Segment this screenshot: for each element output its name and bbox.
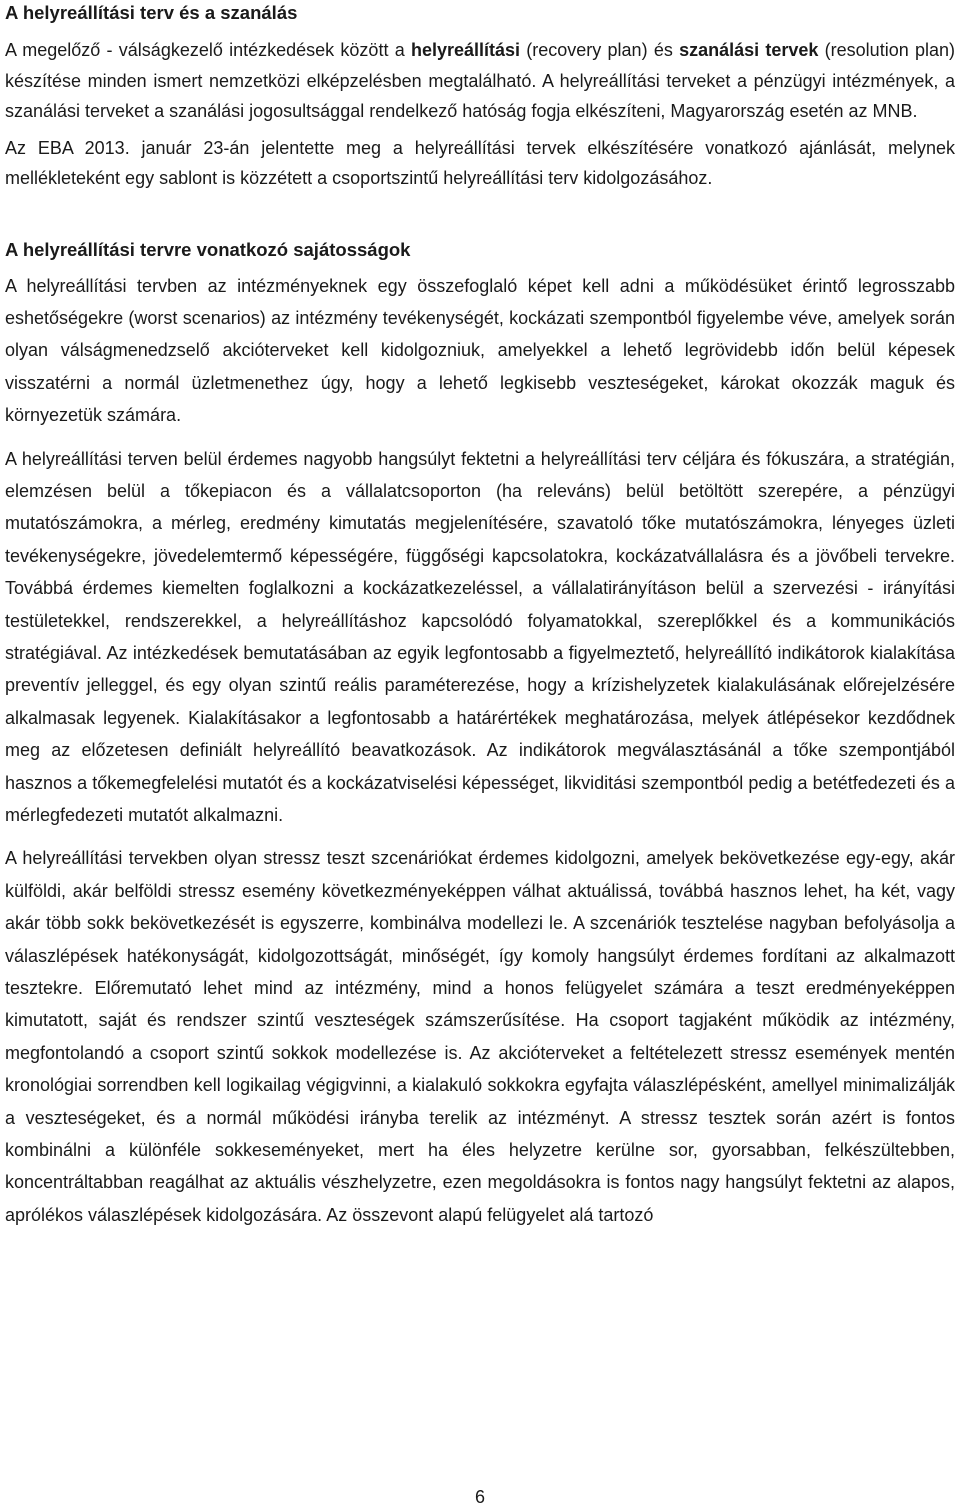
section-spacer (5, 194, 955, 239)
paragraph-worst-scenarios: A helyreállítási tervben az intézményeknek egy összefoglaló képet kell adni a működésüket érintő legrosszabb eshetőségekre (worst scenarios) az intézmény tevékenységét, kockázati szempontból figyelembe véve, amelyek során olyan válságmenedzselő akcióterveket kell kidolgozniuk, amelyekkel a lehető legrövidebb időn belül képesek visszatérni a normál üzletmenethez úgy, hogy a lehető legkisebb veszteségeket, károkat okozzák maguk és környezetük számára. (5, 275, 955, 426)
bold-term-resolution-plans: szanálási tervek (679, 40, 819, 60)
paragraph-text: (resolution plan) készítése minden ismert nemzetközi elképzelésben megtalálható. A helyreállítási terveket a pénzügyi intézmények, a szanálási terveket a szanálási jogosultsággal rendelkező hatóság fogja elkészíteni, Magyarország esetén az MNB. (5, 40, 955, 121)
paragraph-eba: Az EBA 2013. január 23-án jelentette meg a helyreállítási tervek elkészítésére vonatkozó ajánlását, melynek mellékleteként egy sablont is közzétett a csoportszintű helyreállítási terv kidolgozásához. (5, 137, 955, 188)
paragraph-text: (recovery plan) és (520, 40, 680, 60)
paragraph-stress-tests: A helyreállítási tervekben olyan stressz teszt szcenáriókat érdemes kidolgozni, amelyek bekövetkezése egy-egy, akár külföldi, akár belföldi stressz esemény következményeképpen válhat aktuálissá, továbbá hasznos lehet, ha két, vagy akár több sokk bekövetkezését is egyszerre, kombinálva modellezi le. A szcenáriók tesztelése nagyban befolyásolja a válaszlépések hatékonyságát, kidolgozottságát, minőségét, így komoly hangsúlyt érdemes fordítani az alkalmazott tesztekre. Előremutató lehet mind az intézmény, mind a honos felügyelet számára a teszt eredményeképpen kimutatott, saját és rendszer szintű veszteségek számszerűsítése. Ha csoport tagjaként működik az intézmény, megfontolandó a csoport szintű sokkok modellezése is. Az akcióterveket a feltételezett stressz események mentén kronológiai sorrendben kell logikailag végigvinni, a kialakuló sokkokra egyfajta válaszlépésként, amellyel minimalizálják a veszteségeket, és a normál működési irányba terelik az intézményt. A stressz tesztek során azért is fontos kombinálni a különféle sokkeseményeket, mert ha éles helyzetre kerülne sor, gyorsabban, felkészültebben, koncentráltabban reagálhat az aktuális vészhelyzetre, ezen megoldásokra is fontos nagy hangsúlyt fektetni az alapos, aprólékos válaszlépések kidolgozására. Az összevont alapú felügyelet alá tartozó (5, 848, 955, 1225)
paragraph-intro (5, 35, 955, 127)
page-number: 6 (474, 1487, 485, 1507)
paragraph-text: A megelőző - válságkezelő intézkedések között a (5, 40, 411, 60)
document-page (5, 0, 955, 1231)
paragraph-plan-focus: A helyreállítási terven belül érdemes nagyobb hangsúlyt fektetni a helyreállítási terv céljára és fókuszára, a stratégián, elemzésen belül a tőkepiacon és a vállalatcsoporton (ha releváns) belül betöltött szerepére, a pénzügyi mutatószámokra, a mérleg, eredmény kimutatás megjelenítésére, szavatoló tőke mutatószámokra, lényeges üzleti tevékenységekre, jövedelemtermő képességére, függőségi kapcsolatokra, kockázatvállalásra és a jövőbeli tervekre. Továbbá érdemes kiemelten foglalkozni a kockázatkezeléssel, a vállalatirányításon belül a szervezési - irányítási testületekkel, rendszerekkel, a helyreállításhoz kapcsolódó folyamatokkal, szereplőkkel és a kommunikációs stratégiával. Az intézkedések bemutatásában az egyik legfontosabb a figyelmeztető, helyreállító indikátorok kialakítása preventív jelleggel, és egy olyan szintű reális paraméterezése, hogy a krízishelyzetek kialakulásának előrejelzésére alkalmasak legyenek. Kialakításakor a legfontosabb a határértékek meghatározása, melyek átlépésekor kezdődnek meg az előzetesen definiált helyreállító beavatkozások. Az indikátorok megválasztásánál a tőke szempontjából hasznos a tőkemegfelelési mutatót és a kockázatviselési képességet, likviditási szempontból pedig a betétfedezeti és a mérlegfedezeti mutatót alkalmazni. (5, 448, 955, 825)
bold-term-recovery: helyreállítási (410, 40, 521, 60)
section-title-recovery-and-resolution: A helyreállítási terv és a szanálás (5, 2, 298, 23)
section-title-plan-characteristics: A helyreállítási tervre vonatkozó sajátosságok (5, 238, 411, 260)
